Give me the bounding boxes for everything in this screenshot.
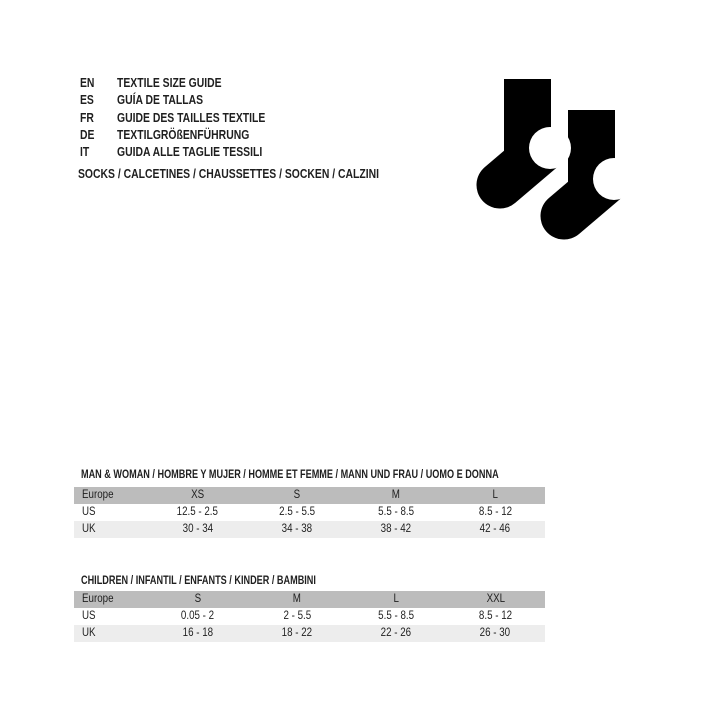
- legend-row-en: [80, 74, 302, 91]
- size-value: 8.5 - 12: [478, 610, 512, 622]
- column-header: L: [393, 593, 399, 605]
- lang-label: TEXTILGRÖßENFÜHRUNG: [117, 126, 250, 142]
- column-header: M: [292, 593, 301, 605]
- language-legend: [80, 74, 302, 160]
- lang-code: IT: [80, 144, 90, 160]
- size-value: 38 - 42: [380, 523, 412, 535]
- size-table-children: [74, 591, 545, 642]
- size-value: 26 - 30: [480, 627, 511, 639]
- size-value: 12.5 - 2.5: [176, 506, 219, 518]
- size-value: 2.5 - 5.5: [278, 506, 315, 518]
- table-header-row: [74, 591, 545, 608]
- column-header: S: [194, 593, 201, 605]
- size-table-adults: [74, 487, 545, 538]
- table-header-row: [74, 487, 545, 504]
- lang-label: GUÍA DE TALLAS: [117, 92, 204, 108]
- sock-front: [500, 79, 571, 185]
- size-value: 34 - 38: [281, 523, 313, 535]
- lang-label: GUIDA ALLE TAGLIE TESSILI: [117, 144, 263, 160]
- table-row-uk: [74, 521, 545, 538]
- row-label: UK: [82, 523, 96, 535]
- adults-table-title: MAN & WOMAN / HOMBRE Y MUJER / HOMME ET FEMME / MANN UND FRAU / UOMO E DONNA: [81, 467, 499, 481]
- size-value: 22 - 26: [380, 627, 412, 639]
- size-value: 5.5 - 8.5: [378, 610, 415, 622]
- legend-row-it: [80, 143, 302, 160]
- lang-label: TEXTILE SIZE GUIDE: [117, 75, 222, 90]
- size-value: 5.5 - 8.5: [378, 506, 415, 518]
- sock-back: [564, 110, 635, 216]
- column-header: XS: [191, 489, 205, 501]
- table-row-us: [74, 504, 545, 521]
- row-label: US: [82, 610, 96, 622]
- size-value: 16 - 18: [182, 627, 213, 639]
- size-value: 42 - 46: [480, 523, 511, 535]
- legend-row-es: [80, 91, 302, 108]
- row-label: UK: [82, 627, 96, 639]
- socks-icon: [455, 68, 650, 248]
- size-value: 30 - 34: [182, 523, 213, 535]
- table-row-us: [74, 608, 545, 625]
- row-label: US: [82, 506, 96, 518]
- size-value: 2 - 5.5: [283, 610, 311, 622]
- column-header: XXL: [486, 593, 505, 605]
- lang-code: EN: [80, 75, 95, 90]
- lang-label: GUIDE DES TAILLES TEXTILE: [117, 109, 266, 125]
- lang-code: FR: [80, 109, 94, 125]
- legend-row-fr: [80, 109, 302, 126]
- legend-row-de: [80, 126, 302, 143]
- table-row-uk: [74, 625, 545, 642]
- size-value: 18 - 22: [281, 627, 313, 639]
- column-header: M: [392, 489, 401, 501]
- lang-code: DE: [80, 126, 95, 142]
- children-table-title: CHILDREN / INFANTIL / ENFANTS / KINDER / BAMBINI: [81, 573, 316, 587]
- size-value: 0.05 - 2: [181, 610, 215, 622]
- column-header: Europe: [82, 489, 114, 501]
- size-value: 8.5 - 12: [478, 506, 512, 518]
- column-header: L: [492, 489, 499, 501]
- column-header: S: [293, 489, 301, 501]
- category-title: SOCKS / CALCETINES / CHAUSSETTES / SOCKEN / CALZINI: [78, 166, 380, 181]
- lang-code: ES: [80, 92, 94, 108]
- column-header: Europe: [82, 593, 114, 605]
